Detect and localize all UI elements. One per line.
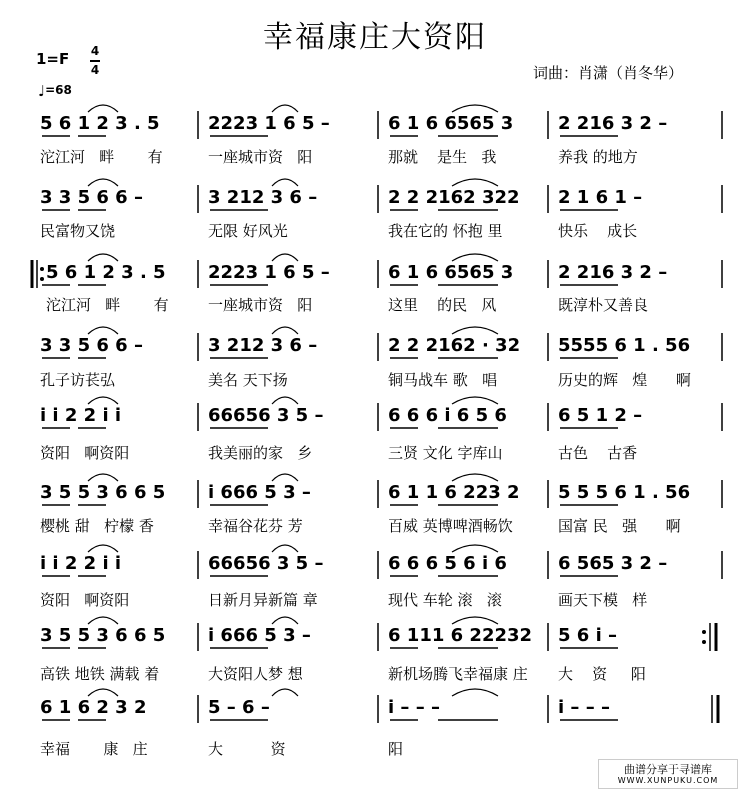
- lyric-segment: 幸福谷花芬 芳: [208, 517, 303, 535]
- lyric-segment: 沱江河 畔 有: [40, 148, 163, 166]
- measure: 66656 3 5 –: [208, 553, 324, 574]
- lyric-segment: 樱桃 甜 柠檬 香: [40, 517, 154, 535]
- lyric-segment: 我在它的 怀抱 里: [388, 222, 503, 240]
- measure: 6 6 6 5 6 i 6: [388, 553, 507, 574]
- measure: i 666 5 3 –: [208, 482, 311, 503]
- lyric-segment: 我美丽的家 乡: [208, 444, 313, 462]
- lyric-segment: 那就 是生 我: [388, 148, 497, 166]
- lyric-segment: 养我 的地方: [558, 148, 638, 166]
- lyric-segment: 沱江河 畔 有: [46, 296, 169, 314]
- measure: i i 2 2 i i: [40, 405, 122, 426]
- measure: i – – –: [388, 697, 440, 718]
- time-signature: [90, 44, 100, 78]
- measure: 2 2 2162 · 32: [388, 335, 521, 356]
- lyric-segment: 国富 民 强 啊: [558, 517, 681, 535]
- lyric-segment: 大 资 阳: [558, 665, 646, 683]
- measure: 3 212 3 6 –: [208, 335, 318, 356]
- measure: 5 6 1 2 3 . 5: [46, 262, 166, 283]
- measure: 3 212 3 6 –: [208, 187, 318, 208]
- lyric-segment: 阳: [388, 740, 404, 758]
- measure: 2223 1 6 5 –: [208, 113, 330, 134]
- lyric-row: [0, 589, 750, 611]
- lyric-row: [0, 738, 750, 760]
- measure: 6 565 3 2 –: [558, 553, 668, 574]
- lyric-segment: 画天下模 样: [558, 591, 648, 609]
- lyric-row: [0, 294, 750, 316]
- lyric-segment: 快乐 成长: [558, 222, 638, 240]
- quarter-note-icon: ♩: [38, 82, 46, 100]
- measure: 6 1 6 2 3 2: [40, 697, 147, 718]
- source-watermark: [598, 759, 738, 789]
- lyric-segment: 孔子访苌弘: [40, 371, 116, 389]
- lyric-segment: 高铁 地铁 满载 着: [40, 665, 160, 683]
- measure: 5 5 5 6 1 . 56: [558, 482, 691, 503]
- lyric-segment: 一座城市资 阳: [208, 148, 313, 166]
- lyric-segment: 既淳朴又善良: [558, 296, 649, 314]
- lyric-row: [0, 663, 750, 685]
- lyric-row: [0, 146, 750, 168]
- lyric-row: [0, 220, 750, 242]
- lyric-segment: 一座城市资 阳: [208, 296, 313, 314]
- meter-line: [90, 60, 100, 62]
- measure: 2 216 3 2 –: [558, 113, 668, 134]
- lyric-segment: 民富物又饶: [40, 222, 116, 240]
- measure: i i 2 2 i i: [40, 553, 122, 574]
- credit-line: 词曲：肖潇（肖冬华）: [533, 64, 684, 82]
- lyric-row: [0, 369, 750, 391]
- music-row: [0, 258, 750, 288]
- music-row: [0, 693, 750, 723]
- tempo-mark: [38, 82, 72, 100]
- lyric-segment: 历史的辉 煌 啊: [558, 371, 691, 389]
- music-row: [0, 331, 750, 361]
- measure: 3 3 5 6 6 –: [40, 187, 143, 208]
- music-row: [0, 183, 750, 213]
- lyric-segment: 新机场腾飞幸福康 庄: [388, 665, 528, 683]
- lyric-segment: 三贤 文化 字库山: [388, 444, 503, 462]
- measure: i – – –: [558, 697, 610, 718]
- measure: 5555 6 1 . 56: [558, 335, 691, 356]
- measure: i 666 5 3 –: [208, 625, 311, 646]
- source-text: 曲谱分享于寻谱库: [624, 762, 712, 776]
- music-row: [0, 549, 750, 579]
- lyric-segment: 现代 车轮 滚 滚: [388, 591, 502, 609]
- measure: 2 216 3 2 –: [558, 262, 668, 283]
- measure: 6 5 1 2 –: [558, 405, 643, 426]
- meter-bottom: 4: [90, 63, 100, 77]
- measure: 6 1 1 6 223 2: [388, 482, 520, 503]
- lyric-row: [0, 515, 750, 537]
- lyric-row: [0, 442, 750, 464]
- measure: 3 5 5 3 6 6 5: [40, 482, 166, 503]
- lyric-segment: 这里 的民 风: [388, 296, 497, 314]
- key-signature: 1=F: [36, 50, 70, 68]
- lyric-segment: 无限 好风光: [208, 222, 288, 240]
- music-row: [0, 401, 750, 431]
- music-row: [0, 109, 750, 139]
- lyric-segment: 大 资: [208, 740, 286, 758]
- meter-top: 4: [90, 44, 100, 58]
- source-url: WWW.XUNPUKU.COM: [617, 775, 719, 785]
- measure: 66656 3 5 –: [208, 405, 324, 426]
- song-title: 幸福康庄大资阳: [263, 20, 487, 55]
- lyric-segment: 古色 古香: [558, 444, 638, 462]
- measure: 3 5 5 3 6 6 5: [40, 625, 166, 646]
- measure: 5 6 1 2 3 . 5: [40, 113, 160, 134]
- music-row: [0, 478, 750, 508]
- lyric-segment: 资阳 啊资阳: [40, 591, 130, 609]
- lyric-segment: 铜马战车 歌 唱: [388, 371, 498, 389]
- measure: 2 1 6 1 –: [558, 187, 643, 208]
- lyric-segment: 大资阳人梦 想: [208, 665, 303, 683]
- tempo-value: =68: [45, 83, 72, 97]
- measure: 6 6 6 i 6 5 6: [388, 405, 507, 426]
- lyric-segment: 美名 天下扬: [208, 371, 288, 389]
- measure: 5 – 6 –: [208, 697, 270, 718]
- measure: 3 3 5 6 6 –: [40, 335, 143, 356]
- lyric-segment: 幸福 康 庄: [40, 740, 148, 758]
- lyric-segment: 百威 英博啤酒畅饮: [388, 517, 513, 535]
- music-row: [0, 621, 750, 651]
- lyric-segment: 日新月异新篇 章: [208, 591, 318, 609]
- measure: 6 111 6 22232: [388, 625, 533, 646]
- measure: 2 2 2162 322: [388, 187, 520, 208]
- measure: 6 1 6 6565 3: [388, 262, 514, 283]
- measure: 6 1 6 6565 3: [388, 113, 514, 134]
- lyric-segment: 资阳 啊资阳: [40, 444, 130, 462]
- measure: 5 6 i –: [558, 625, 618, 646]
- measure: 2223 1 6 5 –: [208, 262, 330, 283]
